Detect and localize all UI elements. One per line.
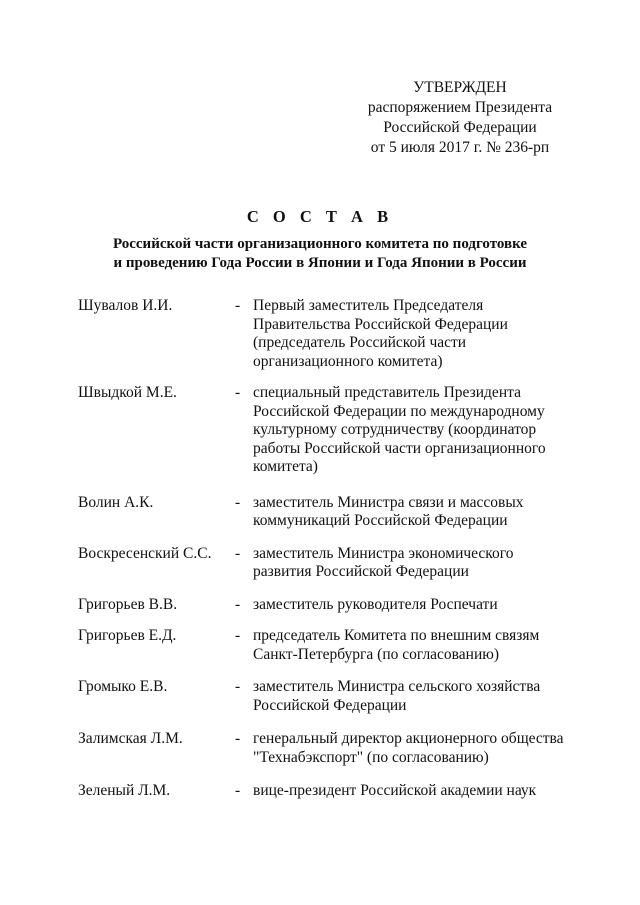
member-role-line: "Технабэкспорт" (по согласованию) [253, 748, 489, 766]
member-role-line: (председатель Российской части [253, 334, 467, 351]
member-role-line: генеральный директор акционерного общества [253, 730, 564, 747]
document-subtitle [60, 235, 580, 273]
member-row [78, 627, 598, 664]
member-name: Григорьев Е.Д. [78, 627, 177, 644]
member-name: Громыко Е.В. [78, 678, 168, 695]
member-role-line: заместитель Министра связи и массовых [253, 493, 524, 511]
member-dash: - [235, 493, 241, 511]
member-dash: - [235, 544, 241, 562]
member-role-line: Российской Федерации по международному [253, 402, 545, 420]
member-role-line: вице-президент Российской академии наук [253, 782, 537, 799]
member-role-line: специальный представитель Президента [253, 384, 521, 401]
member-row [78, 782, 598, 801]
subtitle-line: и проведению Года России в Японии и Года Японии в России [113, 255, 527, 271]
member-role [253, 678, 540, 715]
member-role-line: Первый заместитель Председателя [253, 297, 484, 314]
member-row [78, 494, 598, 531]
member-role-line: коммуникаций Российской Федерации [253, 512, 508, 529]
member-dash: - [235, 297, 241, 314]
member-role-line: заместитель руководителя Роспечати [253, 595, 498, 613]
document-title: С О С Т А В [246, 207, 394, 226]
member-name: Шувалов И.И. [78, 297, 173, 314]
member-role-line: комитета) [253, 458, 318, 475]
member-role-line: Правительства Российской Федерации [253, 315, 508, 333]
member-role [253, 384, 546, 477]
member-dash: - [235, 627, 241, 644]
member-role-line: работы Российской части организационного [253, 439, 546, 457]
member-role [253, 730, 564, 767]
member-name: Григорьев В.В. [78, 595, 178, 613]
approval-stamp [340, 78, 580, 158]
member-row [78, 545, 598, 582]
member-role-line: культурному сотрудничеству (координатор [253, 421, 537, 438]
approval-line: Российской Федерации [383, 119, 537, 136]
subtitle-line: Российской части организационного комитета по подготовке [112, 236, 528, 252]
member-role [253, 494, 524, 531]
member-role-line: заместитель Министра экономического [253, 544, 514, 562]
member-row [78, 730, 598, 767]
member-name: Воскресенский С.С. [78, 544, 212, 562]
member-name: Швыдкой М.Е. [78, 384, 177, 401]
member-name: Зеленый Л.М. [78, 782, 171, 799]
members-list [78, 297, 598, 801]
approval-line: от 5 июля 2017 г. № 236-рп [370, 139, 550, 156]
member-role-line: председатель Комитета по внешним связям [253, 627, 540, 644]
member-dash: - [235, 595, 241, 613]
member-role [253, 596, 498, 615]
member-role [253, 782, 536, 801]
member-role-line: заместитель Министра сельского хозяйства [253, 678, 541, 695]
member-row [78, 678, 598, 715]
member-role-line: организационного комитета) [253, 352, 443, 370]
member-name: Волин А.К. [78, 493, 154, 511]
member-role [253, 545, 514, 582]
member-role-line: развития Российской Федерации [253, 563, 469, 580]
member-dash: - [235, 730, 241, 747]
approval-line: УТВЕРЖДЕН [413, 79, 507, 96]
member-role [253, 627, 539, 664]
member-role-line: Санкт-Петербурга (по согласованию) [253, 645, 500, 663]
member-role [253, 297, 508, 371]
member-dash: - [235, 678, 241, 695]
member-role-line: Российской Федерации [253, 696, 407, 714]
member-dash: - [235, 384, 241, 401]
approval-line: распоряжением Президента [367, 99, 553, 116]
member-name: Залимская Л.М. [78, 730, 183, 747]
member-dash: - [235, 782, 241, 799]
member-row [78, 297, 598, 371]
member-row [78, 596, 598, 615]
member-row [78, 384, 598, 477]
